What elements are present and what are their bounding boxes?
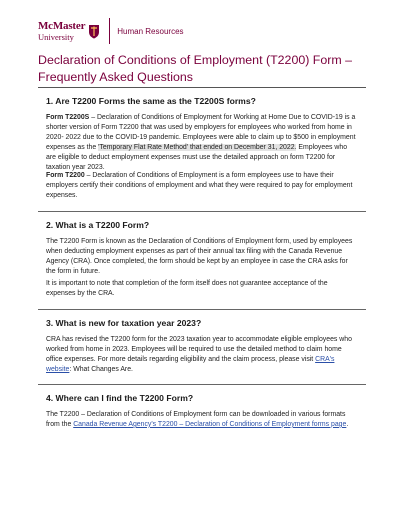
cra-website-link[interactable]: CRA's website <box>46 355 335 373</box>
header-divider <box>109 18 110 44</box>
faq-question-4: 4. Where can I find the T2200 Form? <box>46 393 194 403</box>
logo-name: McMaster <box>38 19 86 32</box>
faq-answer-1-paragraph-2: Form T2200 – Declaration of Conditions of Employment is a form employees use to have their employers certify their conditions of employment and what they were required to pay for employment expenses. <box>46 172 353 199</box>
term-t2200: Form T2200 <box>46 172 85 179</box>
cra-t2200-forms-link[interactable]: Canada Revenue Agency's T2200 – Declaration of Conditions of Employment forms page <box>73 420 347 428</box>
crest-icon <box>88 24 100 39</box>
highlighted-text: 'Temporary Flat Rate Method' that ended on December 31, 2022. <box>98 143 297 151</box>
faq-answer-2-paragraph-2: It is important to note that completion of the form itself does not guarantee acceptance of the expenses by the CRA. <box>46 280 328 297</box>
faq-answer-3-paragraph-1: CRA has revised the T2200 form for the 2023 taxation year to accommodate eligible employees who worked from home in 2023. Employees will be required to use the detailed method to claim home office expenses. For more details regarding eligibility and the claim process, please visit CRA's website: What Changes Are. <box>46 336 352 373</box>
faq-question-3: 3. What is new for taxation year 2023? <box>46 318 202 328</box>
mcmaster-logo[interactable] <box>38 21 100 42</box>
faq-answer-2-paragraph-1: The T2200 Form is known as the Declaration of Conditions of Employment form, used by employees when deducting employment expenses as part of their annual tax filing with the Canada Revenue Agency (CRA). Once completed, the form should be kept by an employee in case the CRA asks for the form in future. <box>46 238 353 275</box>
section-divider <box>38 309 366 310</box>
page-title: Declaration of Conditions of Employment (T2200) Form – Frequently Asked Questions <box>38 53 353 84</box>
department-name: Human Resources <box>117 26 184 36</box>
logo-university: University <box>38 31 74 42</box>
section-divider <box>38 384 366 385</box>
section-divider <box>38 211 366 212</box>
faq-question-2: 2. What is a T2200 Form? <box>46 220 150 230</box>
faq-answer-1-paragraph-1: Form T2200S – Declaration of Conditions of Employment for Working at Home Due to COVID-19 is a shorter version of Form T2200 that was used by employers for employees who worked from home in 2020- 2022 due to the COVID-19 pandemic. Employees were able to claim up to $500 in employment expenses as the 'Temporary Flat Rate Method' that ended on December 31, 2022. Employees who are eligible to deduct employment expenses must use the detailed approach on form T2200 for taxation year 2023. <box>46 114 356 171</box>
term-t2200s: Form T2200S <box>46 114 90 121</box>
page-header <box>38 16 184 46</box>
faq-question-1: 1. Are T2200 Forms the same as the T2200S forms? <box>46 96 256 106</box>
title-divider <box>38 87 366 88</box>
faq-answer-4-paragraph-1: The T2200 – Declaration of Conditions of Employment form can be downloaded in various formats from the Canada Revenue Agency's T2200 – Declaration of Conditions of Employment forms page. <box>46 411 349 428</box>
